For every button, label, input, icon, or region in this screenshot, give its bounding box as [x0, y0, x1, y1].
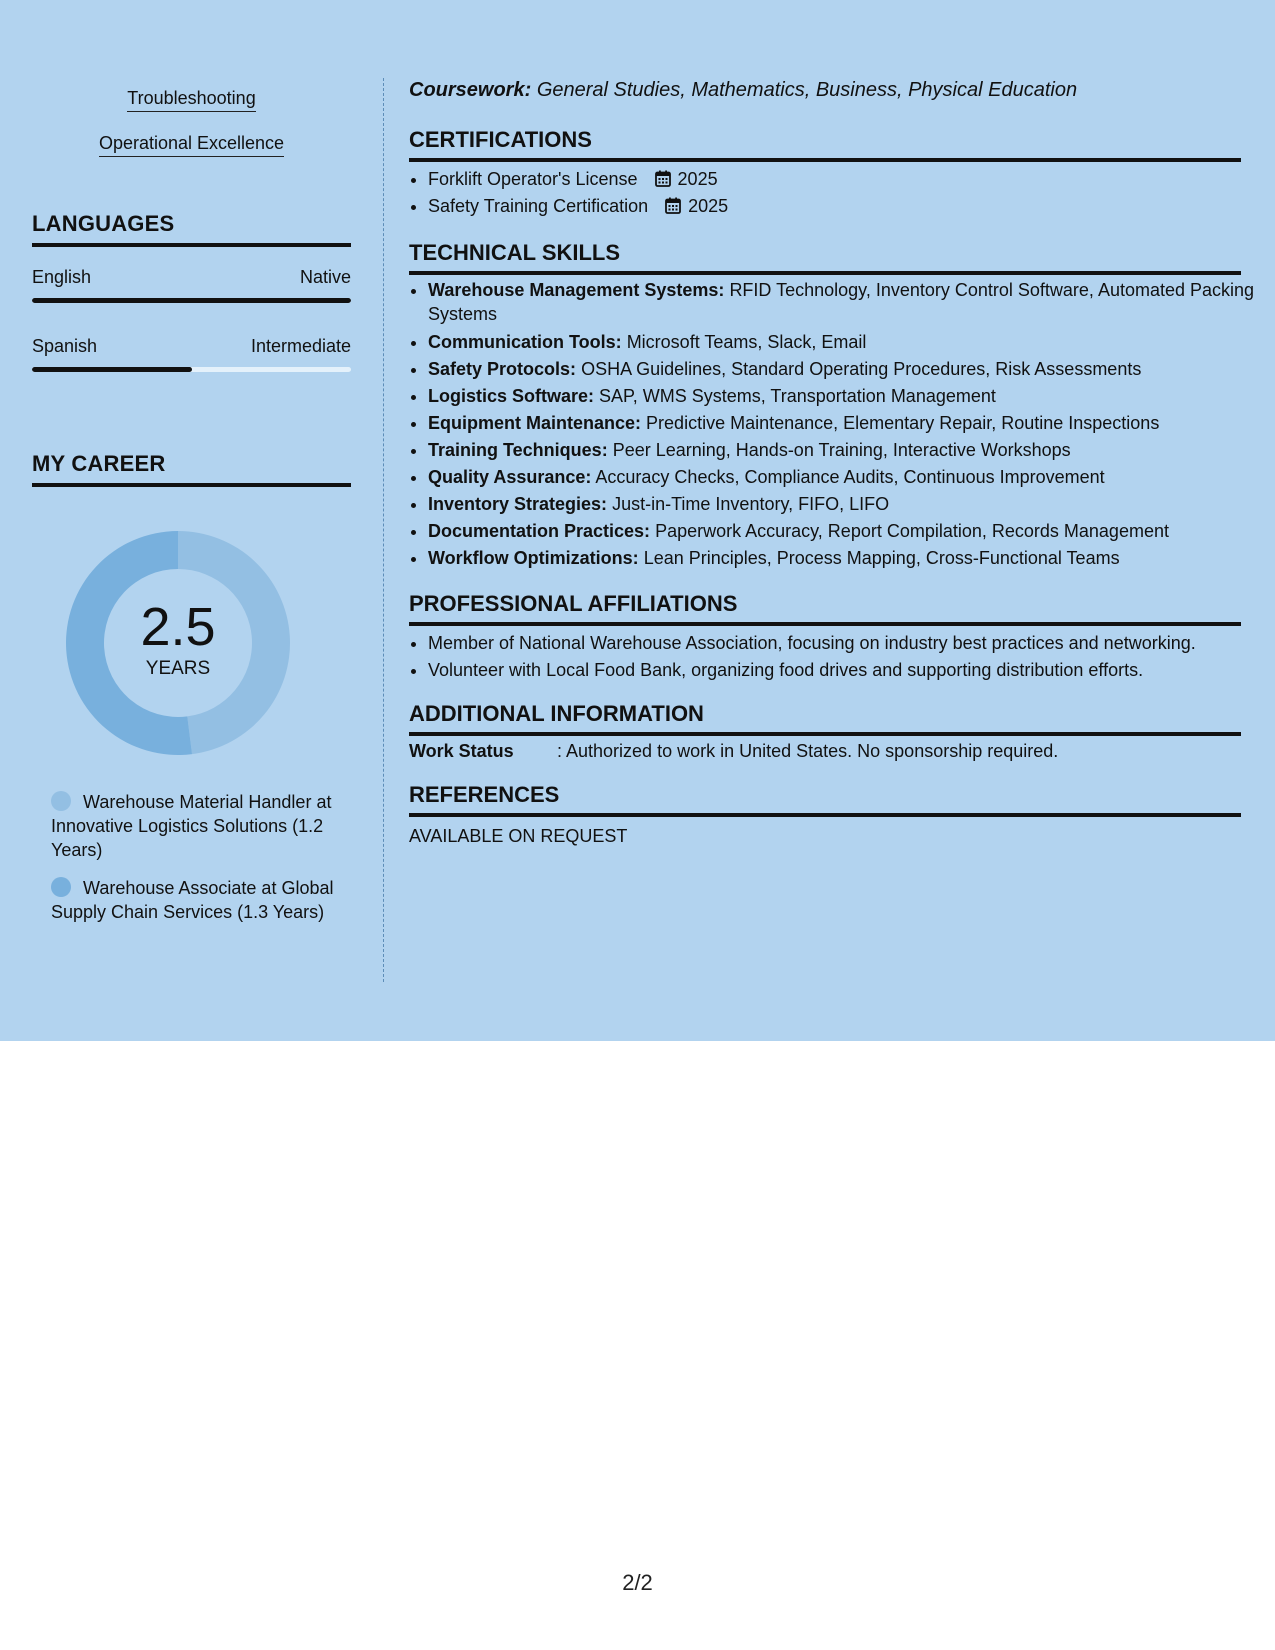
- technical-skills-list: [409, 278, 1260, 572]
- work-status-text: : Authorized to work in United States. No sponsorship required.: [557, 741, 1059, 761]
- skill-category: Warehouse Management Systems:: [428, 280, 725, 300]
- legend-dot: [51, 877, 71, 897]
- skill-details: Predictive Maintenance, Elementary Repair, Routine Inspections: [646, 413, 1160, 433]
- certification-item: [428, 193, 1260, 220]
- certifications-heading: CERTIFICATIONS: [409, 127, 1241, 162]
- language-proficiency-fill: [32, 298, 351, 303]
- legend-label: Warehouse Associate at Global Supply Chain Services (1.3 Years): [51, 878, 334, 922]
- language-proficiency-bar: [32, 367, 351, 372]
- career-heading: MY CAREER: [32, 451, 351, 487]
- language-name: Spanish: [32, 336, 98, 356]
- work-status-label: Work Status: [409, 741, 514, 761]
- language-level: Intermediate: [250, 336, 351, 356]
- language-level: Native: [299, 267, 351, 287]
- affiliations-heading: PROFESSIONAL AFFILIATIONS: [409, 591, 1241, 626]
- certification-year: 2025: [677, 169, 718, 189]
- skill-category: Quality Assurance:: [428, 467, 592, 487]
- skill-category: Equipment Maintenance:: [428, 413, 642, 433]
- language-name: English: [32, 267, 92, 287]
- skill-category: Documentation Practices:: [428, 521, 651, 541]
- skill-details: Lean Principles, Process Mapping, Cross-Functional Teams: [643, 548, 1120, 568]
- skill-category: Communication Tools:: [428, 332, 622, 352]
- career-donut-center: [66, 531, 290, 755]
- career-donut-chart: [66, 531, 290, 755]
- career-legend-item: [51, 876, 341, 924]
- language-row: [32, 267, 351, 288]
- career-legend-item: [51, 790, 341, 862]
- skill-details: Microsoft Teams, Slack, Email: [626, 332, 867, 352]
- skill-details: RFID Technology, Inventory Control Software, Automated Packing Systems: [428, 280, 1255, 324]
- legend-label: Warehouse Material Handler at Innovative Logistics Solutions (1.2 Years): [51, 792, 332, 860]
- skill-category: Workflow Optimizations:: [428, 548, 639, 568]
- technical-skill-item: [428, 383, 1260, 410]
- certification-name: Safety Training Certification: [428, 196, 649, 216]
- additional-info-heading: ADDITIONAL INFORMATION: [409, 701, 1241, 736]
- technical-skill-item: [428, 329, 1260, 356]
- technical-skills-heading: TECHNICAL SKILLS: [409, 240, 1241, 275]
- skill-category: Inventory Strategies:: [428, 494, 608, 514]
- references-text: AVAILABLE ON REQUEST: [409, 826, 628, 846]
- career-total-unit: YEARS: [145, 658, 211, 679]
- technical-skill-item: [428, 518, 1260, 545]
- skill-item: [32, 88, 351, 112]
- language-proficiency-fill: [32, 367, 192, 372]
- skill-label: Operational Excellence: [99, 133, 284, 157]
- skill-category: Safety Protocols:: [428, 359, 577, 379]
- coursework-label: Coursework:: [409, 79, 532, 101]
- skill-details: Peer Learning, Hands-on Training, Interactive Workshops: [612, 440, 1071, 460]
- coursework-line: [409, 79, 1077, 102]
- certifications-list: [409, 166, 1260, 220]
- technical-skill-item: [428, 491, 1260, 518]
- skill-category: Training Techniques:: [428, 440, 608, 460]
- skill-details: Just-in-Time Inventory, FIFO, LIFO: [612, 494, 890, 514]
- technical-skill-item: [428, 437, 1260, 464]
- technical-skill-item: [428, 464, 1260, 491]
- skill-label: Troubleshooting: [127, 88, 255, 112]
- technical-skill-item: [428, 278, 1260, 326]
- technical-skill-item: [428, 356, 1260, 383]
- skill-details: Paperwork Accuracy, Report Compilation, Records Management: [655, 521, 1169, 541]
- language-proficiency-bar: [32, 298, 351, 303]
- coursework-text: General Studies, Mathematics, Business, Physical Education: [536, 79, 1078, 101]
- career-total-years: 2.5: [140, 597, 216, 657]
- certification-item: [428, 166, 1260, 193]
- skill-details: Accuracy Checks, Compliance Audits, Continuous Improvement: [595, 467, 1105, 487]
- affiliation-item: • Member of National Warehouse Association, focusing on industry best practices and networking.: [428, 630, 1260, 657]
- technical-skill-item: [428, 545, 1260, 572]
- column-divider: [383, 78, 384, 982]
- skill-details: OSHA Guidelines, Standard Operating Procedures, Risk Assessments: [581, 359, 1142, 379]
- calendar-icon: [665, 197, 681, 214]
- calendar-icon: [655, 170, 671, 187]
- affiliation-item: • Volunteer with Local Food Bank, organizing food drives and supporting distribution efforts.: [428, 657, 1260, 684]
- page-number: 2/2: [622, 1570, 653, 1595]
- technical-skill-item: [428, 410, 1260, 437]
- legend-dot: [51, 791, 71, 811]
- work-status-row: [409, 741, 1241, 762]
- references-heading: REFERENCES: [409, 782, 1241, 817]
- language-row: [32, 336, 351, 357]
- skill-details: SAP, WMS Systems, Transportation Management: [599, 386, 996, 406]
- certification-year: 2025: [688, 196, 729, 216]
- skill-item: [32, 133, 351, 157]
- certification-name: Forklift Operator's License: [428, 169, 638, 189]
- affiliations-list: [409, 630, 1260, 684]
- skill-category: Logistics Software:: [428, 386, 595, 406]
- languages-heading: LANGUAGES: [32, 211, 351, 247]
